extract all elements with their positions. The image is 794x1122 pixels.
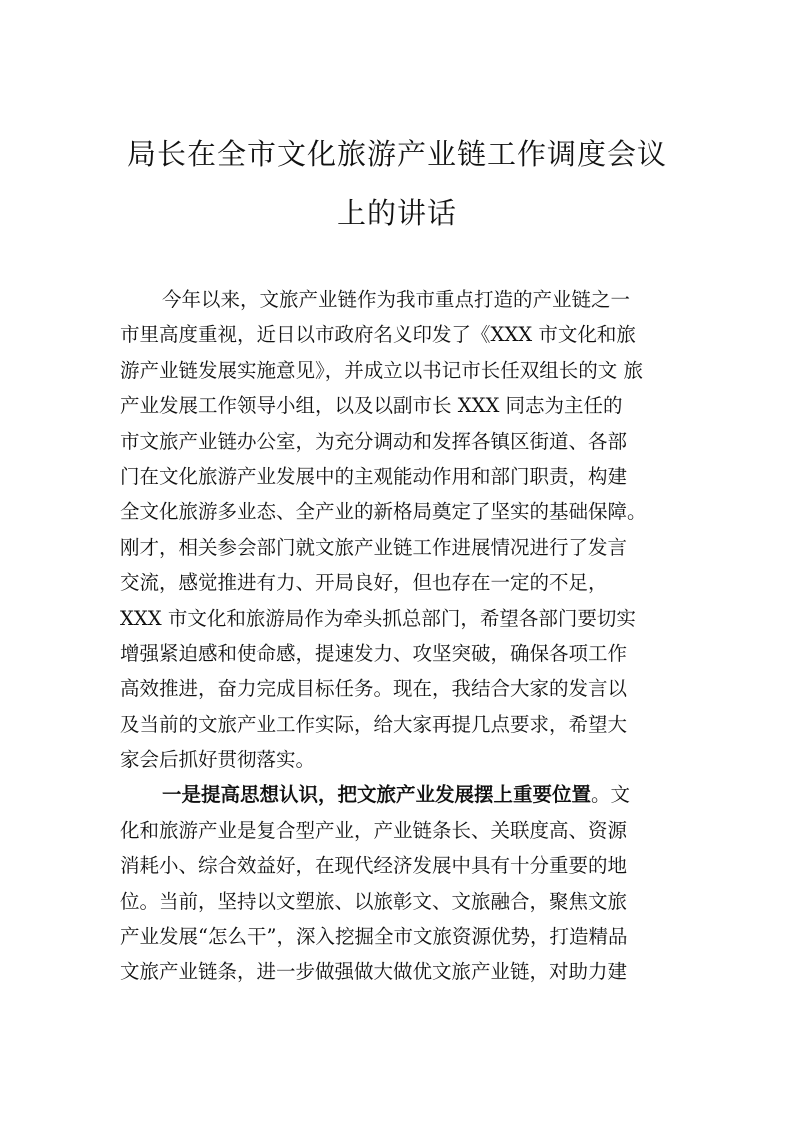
paragraph-2-first-line — [120, 777, 680, 812]
paragraph-line: 高效推进，奋力完成目标任务。现在，我结合大家的发言以 — [120, 677, 628, 701]
paragraph-2-first-tail: 。文 — [591, 783, 631, 807]
paragraph-line: XXX 市文化和旅游局作为牵头抓总部门，希望各部门要切实 — [120, 606, 636, 630]
paragraph-line: 消耗小、综合效益好，在现代经济发展中具有十分重要的地 — [120, 854, 628, 878]
document-title-line-2: 上的讲话 — [336, 196, 457, 230]
section-heading-bold: 一是提高思想认识，把文旅产业发展摆上重要位置 — [162, 783, 592, 807]
paragraph-line: 游产业链发展实施意见》，并成立以书记市长任双组长的文 旅 — [120, 358, 643, 382]
document-title-line-1: 局长在全市文化旅游产业链工作调度会议 — [126, 137, 667, 171]
paragraph-line: 交流，感觉推进有力、开局良好，但也存在一定的不足， — [120, 571, 608, 595]
paragraph-line: 产业发展“怎么干”，深入挖掘全市文旅资源优势，打造精品 — [120, 925, 628, 949]
paragraph-line: 门在文化旅游产业发展中的主观能动作用和部门职责，构建 — [120, 464, 628, 488]
paragraph-line: 位。当前，坚持以文塑旅、以旅彰文、文旅融合，聚焦文旅 — [120, 889, 628, 913]
paragraph-line: 今年以来，文旅产业链作为我市重点打造的产业链之一 — [162, 288, 631, 311]
paragraph-line: 市文旅产业链办公室，为充分调动和发挥各镇区街道、各部 — [120, 429, 628, 453]
paragraph-line: 化和旅游产业是复合型产业，产业链条长、关联度高、资源 — [120, 818, 628, 842]
paragraph-line: 增强紧迫感和使命感，提速发力、攻坚突破，确保各项工作 — [120, 641, 628, 665]
paragraph-1 — [120, 282, 680, 777]
paragraph-line: 文旅产业链条，进一步做强做大做优文旅产业链，对助力建 — [120, 960, 628, 984]
document-body — [120, 282, 680, 990]
paragraph-line: 市里高度重视，近日以市政府名义印发了《XXX 市文化和旅 — [120, 323, 636, 347]
paragraph-2 — [120, 777, 680, 989]
paragraph-line: 及当前的文旅产业工作实际，给大家再提几点要求，希望大 — [120, 712, 628, 736]
paragraph-line: 家会后抓好贯彻落实。 — [120, 748, 316, 772]
paragraph-line: 全文化旅游多业态、全产业的新格局奠定了坚实的基础保障。 — [120, 500, 647, 524]
paragraph-line: 刚才，相关参会部门就文旅产业链工作进展情况进行了发言 — [120, 535, 628, 559]
paragraph-line: 产业发展工作领导小组，以及以副市长 XXX 同志为主任的 — [120, 394, 623, 418]
